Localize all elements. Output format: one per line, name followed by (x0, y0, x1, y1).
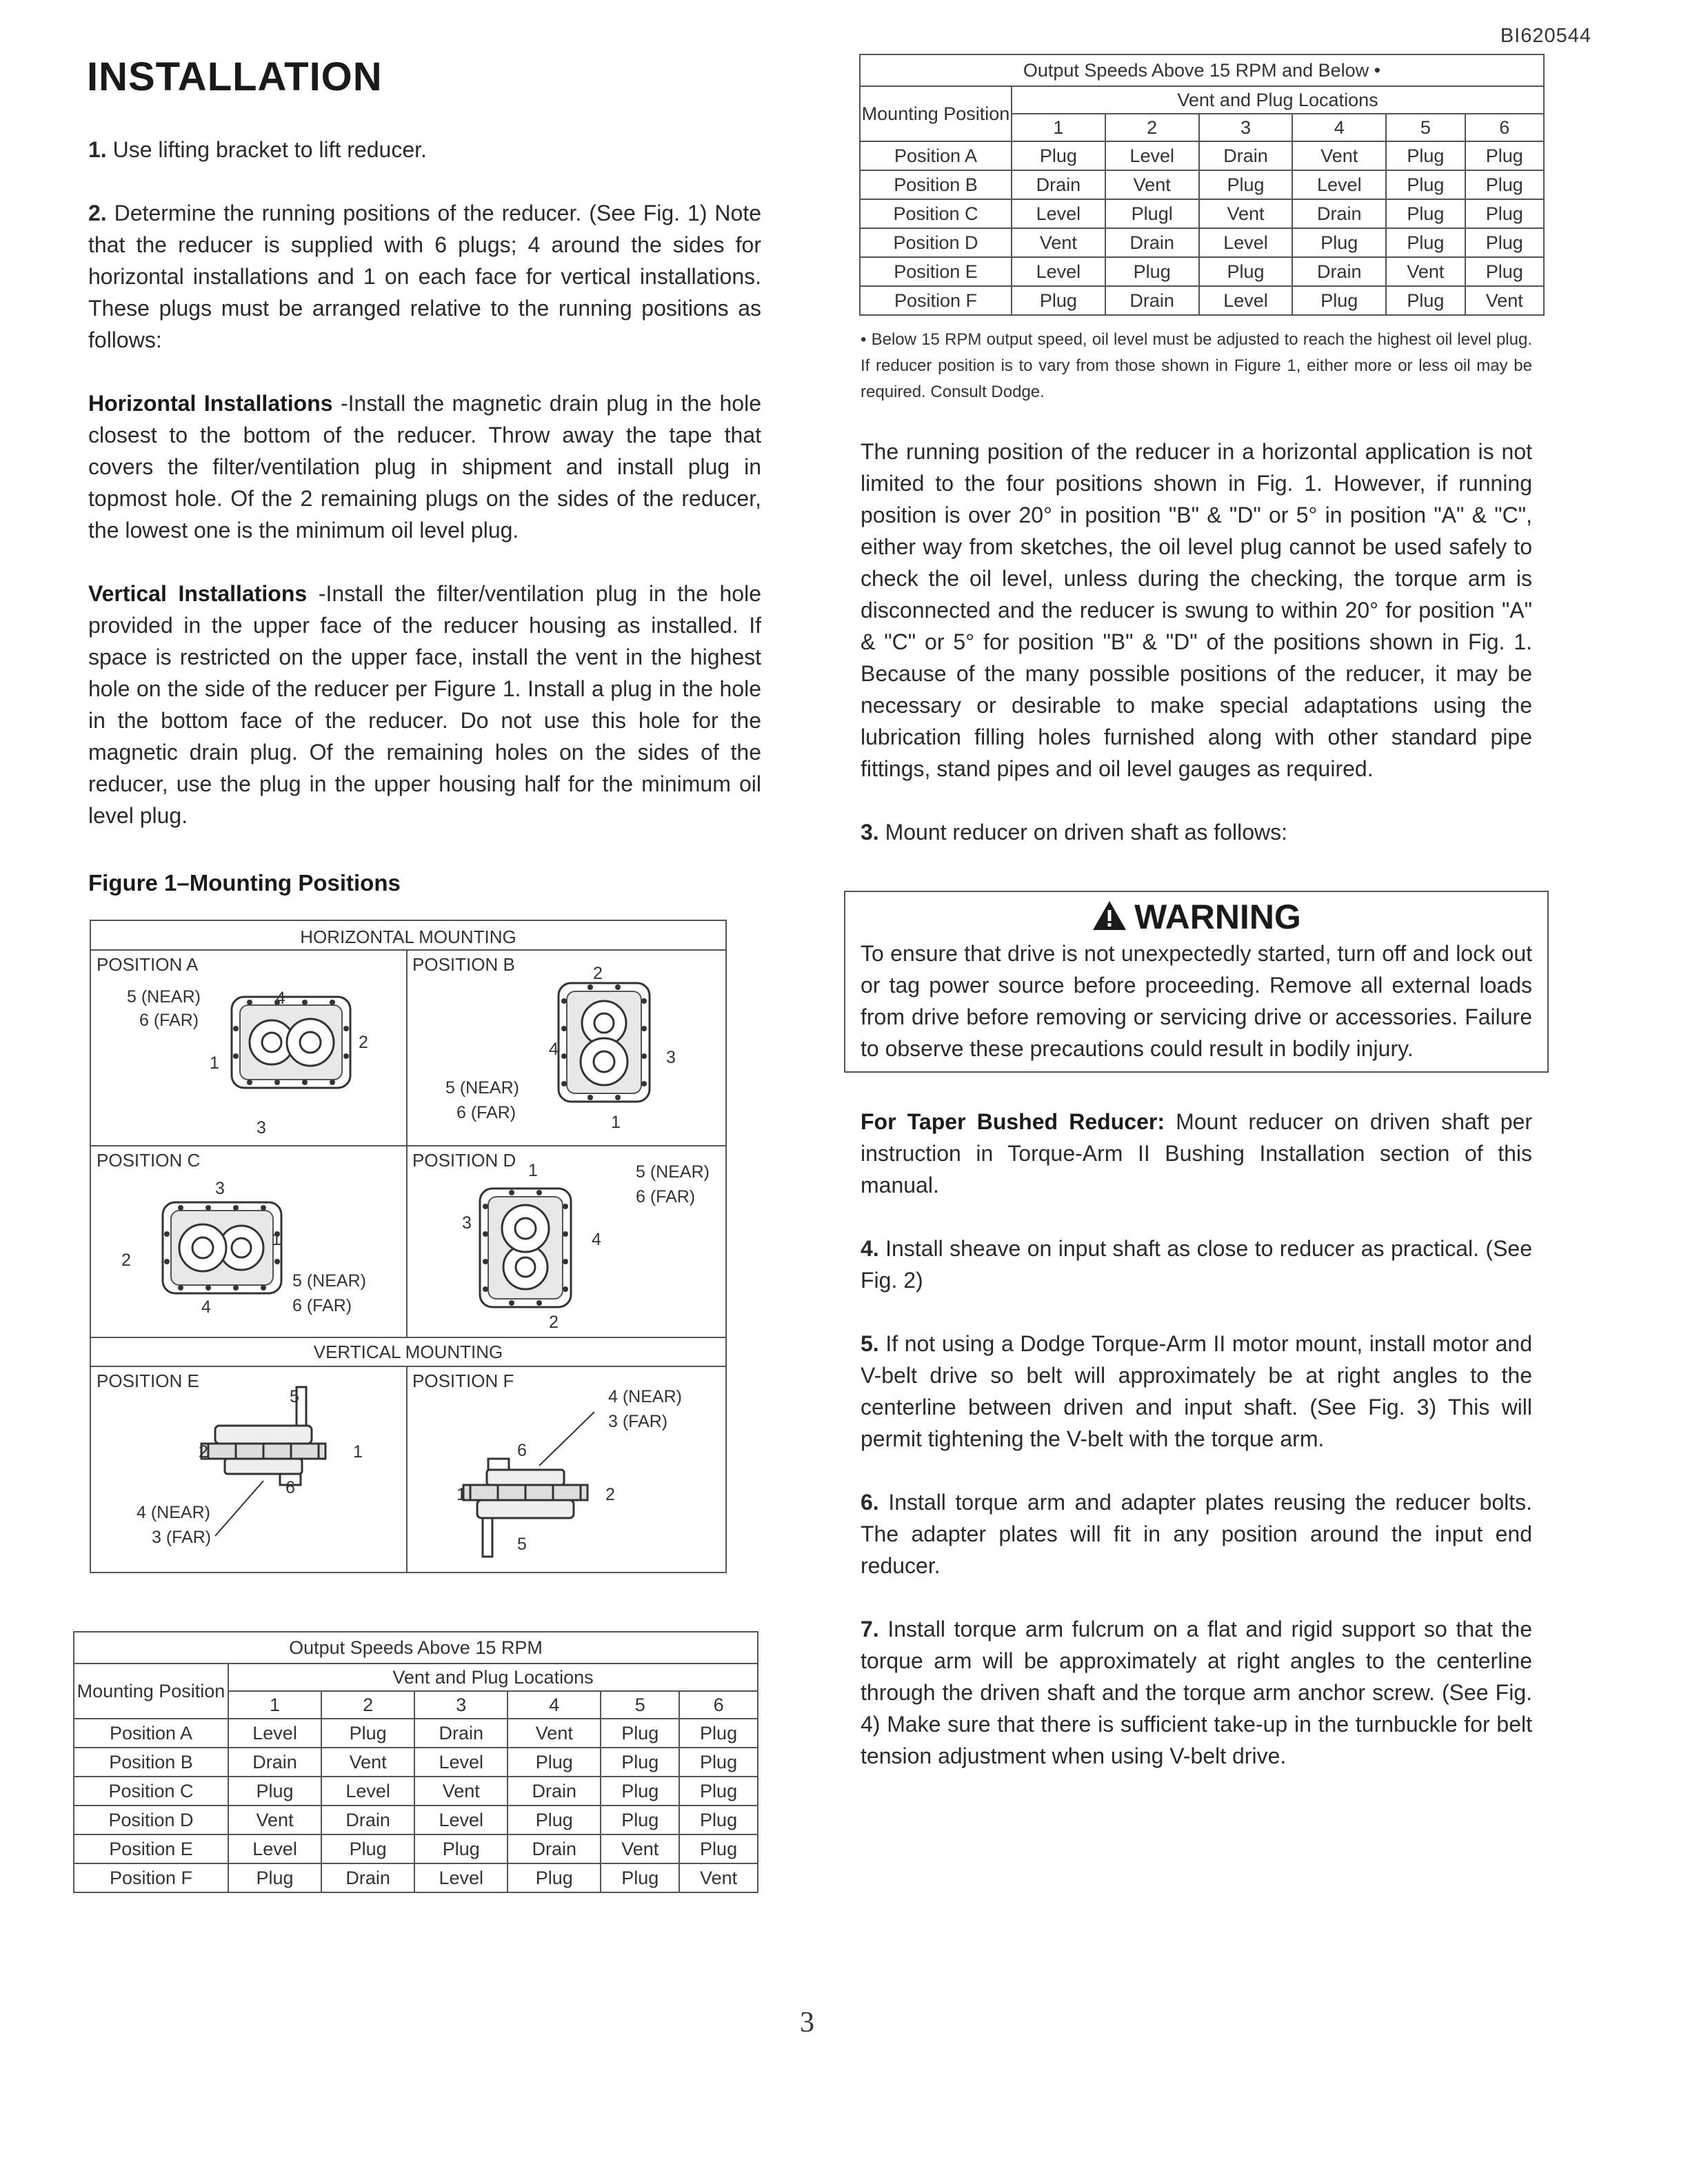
row-position: Position F (860, 286, 1012, 315)
cell: Plugl (1105, 199, 1199, 228)
cell: Plug (1292, 228, 1386, 257)
cell: Plug (1292, 286, 1386, 315)
position-d-hole-2: 2 (549, 1313, 559, 1332)
table-top-col-6: 6 (1465, 114, 1544, 141)
cell: Drain (1292, 257, 1386, 286)
vertical-mounting-header: VERTICAL MOUNTING (313, 1342, 503, 1362)
step-5-number: 5. (861, 1331, 879, 1356)
table-bottom-col-4: 4 (508, 1691, 601, 1719)
cell: Drain (228, 1748, 321, 1777)
horizontal-text: -Install the magnetic drain plug in the hole closest to the bottom of the reducer. Throw away the tape that covers the filter/ventilation plug in shipment and install plug in topmost hole. Of the 2 remaining plugs on the sides of the reducer, the lowest one is the minimum oil level plug. (88, 391, 762, 543)
position-e-reducer-illustration (201, 1387, 325, 1485)
position-e-label: POSITION E (97, 1371, 199, 1391)
cell: Vent (601, 1834, 679, 1863)
position-b-hole-3: 3 (666, 1048, 676, 1067)
position-d-hole-1: 1 (528, 1161, 538, 1180)
position-e-hole-1: 1 (353, 1442, 363, 1462)
position-d-far-label: 6 (FAR) (636, 1187, 696, 1206)
position-b-far-label: 6 (FAR) (456, 1103, 516, 1122)
table-row (74, 1806, 758, 1834)
table-top-col-2: 2 (1105, 114, 1199, 141)
position-b-reducer-illustration (559, 983, 650, 1102)
table-row (74, 1719, 758, 1748)
position-c-hole-3: 3 (215, 1179, 225, 1198)
cell: Plug (1105, 257, 1199, 286)
vent-plug-table-above-15rpm (73, 1631, 758, 1893)
cell: Level (414, 1748, 508, 1777)
step-7-number: 7. (861, 1617, 879, 1641)
table-row (74, 1777, 758, 1806)
position-d-hole-3: 3 (462, 1213, 472, 1233)
position-f-far-label: 3 (FAR) (608, 1412, 668, 1431)
cell: Plug (1386, 286, 1465, 315)
cell: Plug (601, 1777, 679, 1806)
position-c-label: POSITION C (97, 1150, 201, 1171)
cell: Plug (1386, 170, 1465, 199)
position-b-hole-4: 4 (549, 1040, 559, 1059)
step-3-number: 3. (861, 820, 879, 845)
position-c-hole-4: 4 (201, 1297, 211, 1317)
cell: Plug (601, 1806, 679, 1834)
warning-title: WARNING (1134, 898, 1301, 936)
cell: Plug (321, 1719, 414, 1748)
warning-box (844, 891, 1549, 1073)
table-top-col-4: 4 (1292, 114, 1386, 141)
page-title: INSTALLATION (87, 54, 383, 99)
cell: Plug (1199, 170, 1293, 199)
table-row (860, 257, 1544, 286)
position-e-hole-6: 6 (285, 1478, 295, 1497)
position-f-hole-5: 5 (517, 1535, 527, 1554)
cell: Drain (508, 1777, 601, 1806)
cell: Level (414, 1806, 508, 1834)
cell: Plug (1465, 141, 1544, 170)
vertical-heading: Vertical Installations (88, 581, 308, 606)
cell: Plug (1465, 170, 1544, 199)
cell: Plug (1386, 141, 1465, 170)
table-top-col-5: 5 (1386, 114, 1465, 141)
cell: Plug (1386, 228, 1465, 257)
cell: Vent (414, 1777, 508, 1806)
table-row (74, 1834, 758, 1863)
table-top-col-3: 3 (1199, 114, 1293, 141)
cell: Plug (601, 1748, 679, 1777)
cell: Drain (1105, 228, 1199, 257)
cell: Plug (1465, 228, 1544, 257)
cell: Vent (1386, 257, 1465, 286)
cell: Vent (1465, 286, 1544, 315)
position-a-hole-3: 3 (257, 1118, 266, 1138)
step-4-text: Install sheave on input shaft as close to reducer as practical. (See Fig. 2) (861, 1236, 1533, 1293)
table-top-mounting-header: Mounting Position (860, 86, 1012, 141)
left-column (88, 134, 761, 863)
cell: Vent (1105, 170, 1199, 199)
step-2 (88, 197, 761, 356)
horizontal-installations (88, 387, 761, 546)
cell: Plug (679, 1834, 758, 1863)
step-6-number: 6. (861, 1490, 879, 1515)
cell: Plug (1012, 141, 1105, 170)
position-a-reducer-illustration (232, 997, 350, 1088)
mounting-positions-diagram (91, 921, 725, 1572)
cell: Plug (679, 1806, 758, 1834)
horizontal-mounting-header: HORIZONTAL MOUNTING (300, 927, 516, 947)
position-f-near-label: 4 (NEAR) (608, 1387, 682, 1406)
position-a-near-label: 5 (NEAR) (127, 987, 201, 1007)
table-row (860, 141, 1544, 170)
step-1 (88, 134, 761, 165)
position-d-label: POSITION D (412, 1150, 516, 1171)
cell: Plug (679, 1719, 758, 1748)
position-c-hole-1: 1 (272, 1230, 281, 1249)
cell: Plug (1012, 286, 1105, 315)
cell: Plug (601, 1719, 679, 1748)
cell: Plug (508, 1748, 601, 1777)
step-2-text: Determine the running positions of the reducer. (See Fig. 1) Note that the reducer is supplied with 6 plugs; 4 around the sides for horizontal installations and 1 on each face for vertical installations. These plugs must be arranged relative to the running positions as follows: (88, 201, 762, 352)
table-bottom-col-5: 5 (601, 1691, 679, 1719)
step-3 (861, 816, 1532, 848)
position-f-hole-2: 2 (605, 1485, 615, 1504)
cell: Drain (1199, 141, 1293, 170)
table-bottom-col-1: 1 (228, 1691, 321, 1719)
horizontal-heading: Horizontal Installations (88, 391, 333, 416)
mounting-positions-figure (90, 920, 727, 1573)
table-bottom-col-6: 6 (679, 1691, 758, 1719)
cell: Drain (321, 1863, 414, 1892)
row-position: Position F (74, 1863, 228, 1892)
table-bottom-caption: Output Speeds Above 15 RPM (74, 1632, 758, 1664)
position-a-hole-1: 1 (210, 1053, 219, 1073)
vertical-installations (88, 578, 761, 831)
cell: Plug (228, 1863, 321, 1892)
position-a-far-label: 6 (FAR) (139, 1011, 199, 1030)
step-5 (861, 1328, 1532, 1455)
row-position: Position D (74, 1806, 228, 1834)
position-a-hole-4: 4 (276, 989, 285, 1008)
cell: Drain (508, 1834, 601, 1863)
cell: Level (228, 1719, 321, 1748)
cell: Plug (679, 1777, 758, 1806)
right-column-upper (861, 436, 1532, 880)
cell: Plug (228, 1777, 321, 1806)
position-f-hole-6: 6 (517, 1441, 527, 1460)
cell: Vent (1199, 199, 1293, 228)
position-f-hole-1: 1 (456, 1485, 466, 1504)
page-number: 3 (800, 2007, 814, 2039)
warning-text: To ensure that drive is not unexpectedly started, turn off and lock out or tag power source before proceeding. Remove all external loads from drive before removing or servicing drive or accessories. Failure to observe these precautions could result in bodily injury. (861, 941, 1532, 1061)
cell: Level (321, 1777, 414, 1806)
step-4-number: 4. (861, 1236, 879, 1261)
position-b-hole-1: 1 (611, 1113, 621, 1132)
table-row (860, 286, 1544, 315)
position-e-hole-5: 5 (290, 1387, 299, 1406)
table-bottom-col-3: 3 (414, 1691, 508, 1719)
row-position: Position A (860, 141, 1012, 170)
position-b-label: POSITION B (412, 954, 515, 975)
table-bottom-mounting-header: Mounting Position (74, 1664, 228, 1719)
warning-triangle-icon (1092, 900, 1127, 931)
table-row (860, 228, 1544, 257)
cell: Level (1012, 257, 1105, 286)
position-d-near-label: 5 (NEAR) (636, 1162, 710, 1182)
cell: Plug (1199, 257, 1293, 286)
position-c-near-label: 5 (NEAR) (292, 1271, 366, 1291)
table-top-group-header: Vent and Plug Locations (1012, 86, 1544, 114)
cell: Level (1012, 199, 1105, 228)
cell: Drain (1292, 199, 1386, 228)
step-7-text: Install torque arm fulcrum on a flat and rigid support so that the torque arm will be approximately at right angles to the centerline through the driven shaft and the torque arm anchor screw. (See Fig. 4) Make sure that there is sufficient take-up in the turnbuckle for belt tension adjustment when using V-belt drive. (861, 1617, 1533, 1768)
cell: Drain (414, 1719, 508, 1748)
right-column-lower (861, 1106, 1532, 1803)
table-row (860, 170, 1544, 199)
running-position-paragraph: The running position of the reducer in a horizontal application is not limited to the four positions shown in Fig. 1. However, if running position is over 20° in position "B" & "D" or 5° in position "A" & "C", either way from sketches, the oil level plug cannot be used safely to check the oil level, unless during the checking, the torque arm is disconnected and the reducer is swung to within 20° for position "A" & "C" or 5° for position "B" & "D" of the positions shown in Fig. 1. Because of the many possible positions of the reducer, it may be necessary or desirable to make special adaptations using the lubrication filling holes furnished along with other standard pipe fittings, stand pipes and oil level gauges as required. (861, 439, 1532, 781)
position-c-reducer-illustration (163, 1202, 281, 1293)
taper-bushed-text: Mount reducer on driven shaft per instruction in Torque-Arm II Bushing Installation section of this manual. (861, 1109, 1532, 1197)
taper-bushed-reducer (861, 1106, 1532, 1201)
step-6-text: Install torque arm and adapter plates reusing the reducer bolts. The adapter plates will fit in any position around the input end reducer. (861, 1490, 1533, 1578)
cell: Plug (679, 1748, 758, 1777)
position-e-far-label: 3 (FAR) (152, 1528, 212, 1547)
position-c-far-label: 6 (FAR) (292, 1296, 352, 1315)
cell: Drain (321, 1806, 414, 1834)
table-bottom-col-2: 2 (321, 1691, 414, 1719)
vent-plug-table-above-and-below-15rpm (859, 54, 1545, 316)
vertical-text: -Install the filter/ventilation plug in the hole provided in the upper face of the reducer housing as installed. If space is restricted on the upper face, install the vent in the highest hole on the side of the reducer per Figure 1. Install a plug in the hole in the bottom face of the reducer. Do not use this hole for the magnetic drain plug. Of the remaining holes on the sides of the reducer, use the plug in the upper housing half for the minimum oil level plug. (88, 581, 761, 828)
cell: Vent (228, 1806, 321, 1834)
cell: Vent (508, 1719, 601, 1748)
table-row (74, 1863, 758, 1892)
cell: Plug (414, 1834, 508, 1863)
position-c-hole-2: 2 (121, 1251, 131, 1270)
position-d-hole-4: 4 (592, 1230, 601, 1249)
position-a-label: POSITION A (97, 954, 199, 975)
position-e-hole-2: 2 (199, 1442, 208, 1462)
step-3-text: Mount reducer on driven shaft as follows: (885, 820, 1287, 845)
row-position: Position B (860, 170, 1012, 199)
row-position: Position A (74, 1719, 228, 1748)
cell: Drain (1012, 170, 1105, 199)
cell: Vent (1292, 141, 1386, 170)
cell: Drain (1105, 286, 1199, 315)
table-footnote: • Below 15 RPM output speed, oil level must be adjusted to reach the highest oil level plug. If reducer position is to vary from those shown in Figure 1, either more or less oil may be required. Consult Dodge. (861, 330, 1532, 401)
step-6 (861, 1486, 1532, 1581)
cell: Plug (601, 1863, 679, 1892)
warning-heading (845, 896, 1547, 938)
step-2-number: 2. (88, 201, 107, 225)
cell: Plug (1465, 257, 1544, 286)
cell: Level (228, 1834, 321, 1863)
row-position: Position C (860, 199, 1012, 228)
table-row (74, 1748, 758, 1777)
cell: Level (1199, 286, 1293, 315)
cell: Plug (508, 1863, 601, 1892)
step-1-number: 1. (88, 137, 107, 162)
cell: Level (1199, 228, 1293, 257)
cell: Level (414, 1863, 508, 1892)
taper-bushed-heading: For Taper Bushed Reducer: (861, 1109, 1165, 1134)
row-position: Position B (74, 1748, 228, 1777)
position-d-reducer-illustration (480, 1189, 571, 1307)
position-b-hole-2: 2 (593, 964, 603, 983)
position-b-near-label: 5 (NEAR) (445, 1078, 519, 1098)
step-5-text: If not using a Dodge Torque-Arm II motor mount, install motor and V-belt drive so belt will approximately be at right angles to the centerline between driven and input shaft. (See Fig. 3) This will permit tightening the V-belt with the torque arm. (861, 1331, 1533, 1451)
position-a-hole-2: 2 (359, 1033, 368, 1052)
row-position: Position E (74, 1834, 228, 1863)
table-top-col-1: 1 (1012, 114, 1105, 141)
cell: Vent (679, 1863, 758, 1892)
table-top-caption: Output Speeds Above 15 RPM and Below • (860, 54, 1544, 86)
step-4 (861, 1233, 1532, 1296)
row-position: Position E (860, 257, 1012, 286)
figure-title: Figure 1–Mounting Positions (88, 870, 401, 896)
step-7 (861, 1613, 1532, 1772)
cell: Level (1105, 141, 1199, 170)
cell: Vent (321, 1748, 414, 1777)
table-bottom-group-header: Vent and Plug Locations (228, 1664, 758, 1691)
cell: Level (1292, 170, 1386, 199)
row-position: Position C (74, 1777, 228, 1806)
position-f-label: POSITION F (412, 1371, 514, 1391)
table-row (860, 199, 1544, 228)
cell: Vent (1012, 228, 1105, 257)
cell: Plug (508, 1806, 601, 1834)
cell: Plug (1465, 199, 1544, 228)
row-position: Position D (860, 228, 1012, 257)
position-e-near-label: 4 (NEAR) (137, 1503, 210, 1522)
step-1-text: Use lifting bracket to lift reducer. (112, 137, 427, 162)
cell: Plug (321, 1834, 414, 1863)
document-id: BI620544 (1500, 25, 1591, 47)
cell: Plug (1386, 199, 1465, 228)
